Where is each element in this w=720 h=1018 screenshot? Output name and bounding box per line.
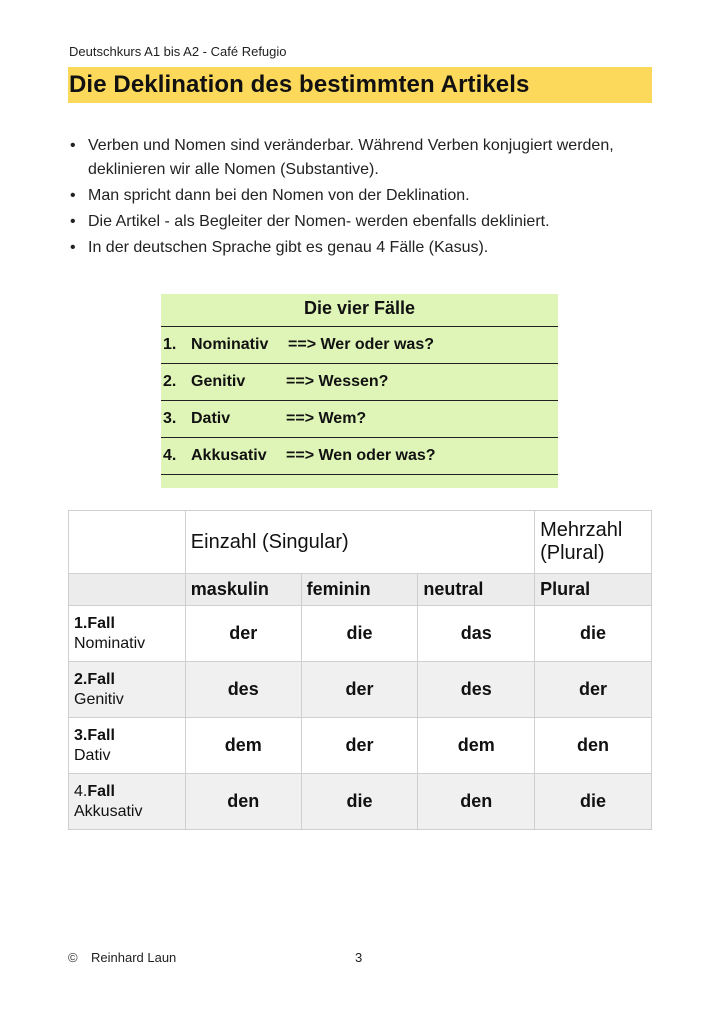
gender-header-row — [69, 574, 652, 606]
article-cell: dem — [185, 718, 301, 774]
declension-table — [68, 510, 652, 830]
column-header: Plural — [535, 574, 652, 606]
case-row: 1. Nominativ ==> Wer oder was? — [161, 327, 558, 364]
plural-header: Mehrzahl (Plural) — [535, 511, 652, 574]
table-row — [69, 718, 652, 774]
group-header-row — [69, 511, 652, 574]
singular-header: Einzahl (Singular) — [185, 511, 534, 574]
article-cell: den — [418, 774, 535, 830]
case-cell: 1.Fall Nominativ — [69, 606, 186, 662]
case-row: 4. Akkusativ ==> Wen oder was? — [161, 438, 558, 475]
empty-header-cell — [69, 574, 186, 606]
article-cell: die — [301, 774, 418, 830]
article-cell: den — [185, 774, 301, 830]
case-row: 2. Genitiv ==> Wessen? — [161, 364, 558, 401]
bullet-item: • Verben und Nomen sind veränderbar. Während Verben konjugiert werden, deklinieren wir alle Nomen (Substantive). — [68, 134, 648, 181]
bullet-icon: • — [70, 137, 76, 154]
article-cell: das — [418, 606, 535, 662]
article-cell: der — [185, 606, 301, 662]
article-cell: dem — [418, 718, 535, 774]
course-label: Deutschkurs A1 bis A2 - Café Refugio — [69, 44, 287, 59]
article-cell: der — [535, 662, 652, 718]
case-row: 3. Dativ ==> Wem? — [161, 401, 558, 438]
footer-author: Reinhard Laun — [91, 950, 177, 965]
case-cell: 3.Fall Dativ — [69, 718, 186, 774]
bullet-icon: • — [70, 186, 76, 204]
bullet-icon: • — [70, 238, 76, 256]
intro-bullet-list — [68, 134, 648, 262]
column-header: maskulin — [185, 574, 301, 606]
article-cell: des — [418, 662, 535, 718]
table-row — [69, 606, 652, 662]
article-cell: der — [301, 718, 418, 774]
article-cell: die — [535, 774, 652, 830]
page-number: 3 — [355, 950, 363, 965]
bullet-icon: • — [70, 212, 76, 230]
page-title: Die Deklination des bestimmten Artikels — [69, 71, 530, 98]
table-row — [69, 774, 652, 830]
article-cell: des — [185, 662, 301, 718]
column-header: feminin — [301, 574, 418, 606]
column-header: neutral — [418, 574, 535, 606]
case-cell: 4.Fall Akkusativ — [69, 774, 186, 830]
article-cell: der — [301, 662, 418, 718]
empty-corner-cell — [69, 511, 186, 574]
case-cell: 2.Fall Genitiv — [69, 662, 186, 718]
article-cell: den — [535, 718, 652, 774]
table-row — [69, 662, 652, 718]
four-cases-box — [161, 294, 558, 488]
article-cell: die — [301, 606, 418, 662]
article-cell: die — [535, 606, 652, 662]
four-cases-title: Die vier Fälle — [161, 294, 558, 327]
bullet-item: • In der deutschen Sprache gibt es genau 4 Fälle (Kasus). — [68, 236, 648, 260]
copyright-icon: © — [68, 950, 78, 965]
bullet-item: • Die Artikel - als Begleiter der Nomen- werden ebenfalls dekliniert. — [68, 210, 648, 234]
bullet-item: • Man spricht dann bei den Nomen von der Deklination. — [68, 184, 648, 208]
